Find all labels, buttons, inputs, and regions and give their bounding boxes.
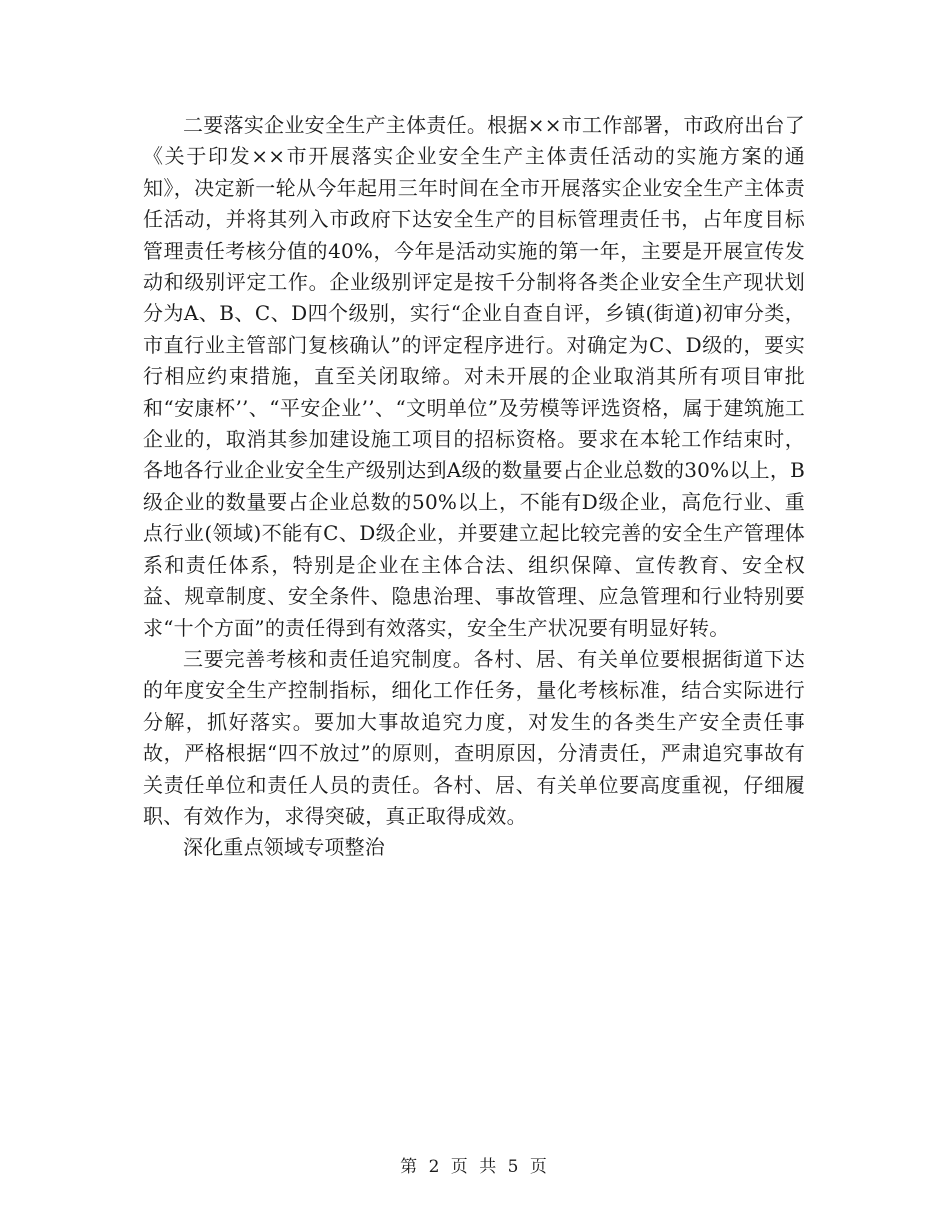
paragraph-enterprise-responsibility: 二要落实企业安全生产主体责任。根据××市工作部署，市政府出台了《关于印发××市开展落实企业安全生产主体责任活动的实施方案的通知》，决定新一轮从今年起用三年时间在全市开展落实企业安全生产主体责任活动，并将其列入市政府下达安全生产的目标管理责任书，占年度目标管理责任考核分值的40%，今年是活动实施的第一年，主要是开展宣传发动和级别评定工作。企业级别评定是按千分制将各类企业安全生产现状划分为A、B、C、D四个级别，实行“企业自查自评，乡镇(街道)初审分类，市直行业主管部门复核确认”的评定程序进行。对确定为C、D级的，要实行相应约束措施，直至关闭取缔。对未开展的企业取消其所有项目审批和“安康杯’’、“平安企业’’、“文明单位”及劳模等评选资格，属于建筑施工企业的，取消其参加建设施工项目的招标资格。要求在本轮工作结束时，各地各行业企业安全生产级别达到A级的数量要占企业总数的30%以上，B级企业的数量要占企业总数的50%以上，不能有D级企业，高危行业、重点行业(领域)不能有C、D级企业，并要建立起比较完善的安全生产管理体系和责任体系，特别是企业在主体合法、组织保障、宣传教育、安全权益、规章制度、安全条件、隐患治理、事故管理、应急管理和行业特别要求“十个方面”的责任得到有效落实，安全生产状况要有明显好转。 <box>143 113 805 640</box>
document-body <box>143 110 805 864</box>
section-heading: 深化重点领域专项整治 <box>183 835 385 860</box>
paragraph-assessment-accountability: 三要完善考核和责任追究制度。各村、居、有关单位要根据街道下达的年度安全生产控制指标，细化工作任务，量化考核标准，结合实际进行分解，抓好落实。要加大事故追究力度，对发生的各类生产安全责任事故，严格根据“四不放过”的原则，查明原因，分清责任，严肃追究事故有关责任单位和责任人员的责任。各村、居、有关单位要高度重视，仔细履职、有效作为，求得突破，真正取得成效。 <box>143 646 805 828</box>
page-number-footer: 第 2 页 共 5 页 <box>400 1157 550 1177</box>
